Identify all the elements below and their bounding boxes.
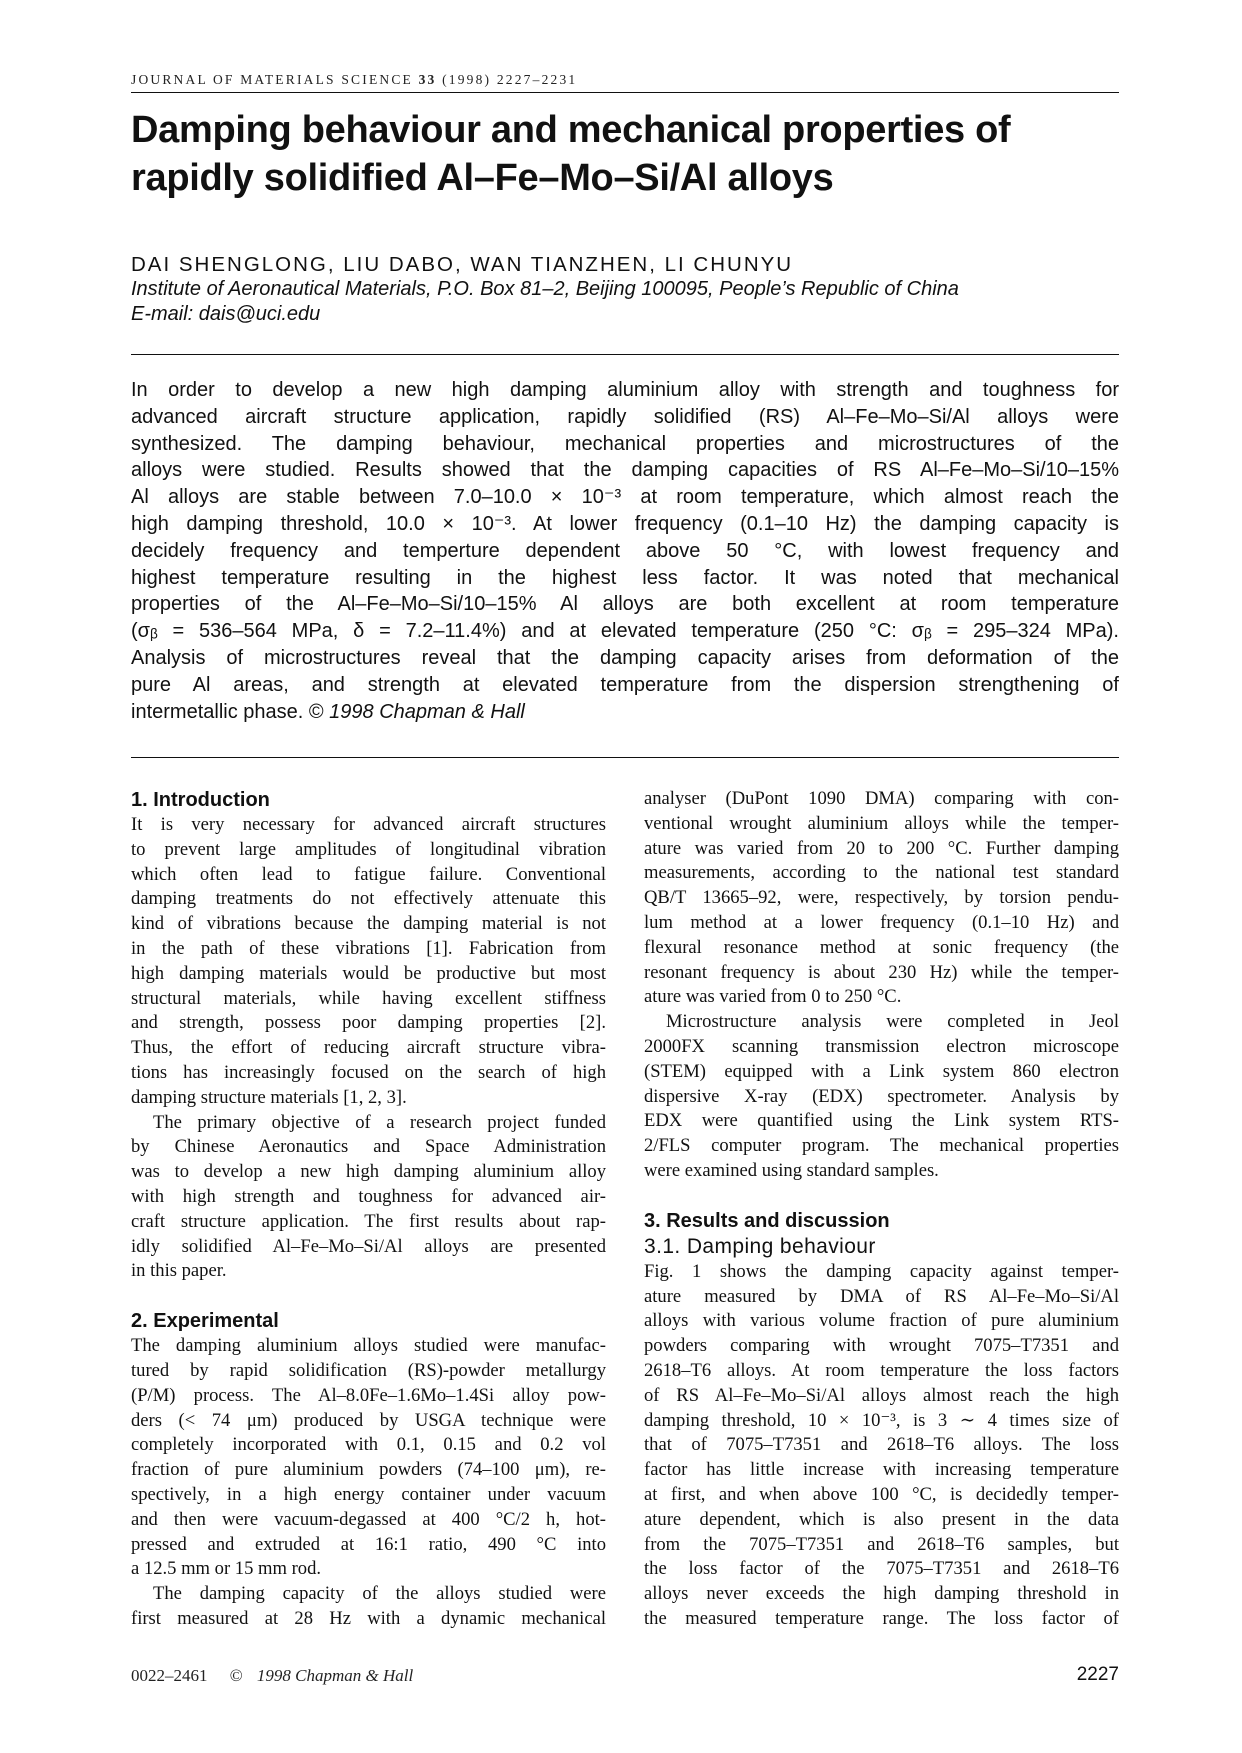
abstract-line: advanced aircraft structure application, rapidly solidified (RS) Al–Fe–Mo–Si/Al alloys were [131, 405, 1119, 428]
section-spacer [131, 1284, 606, 1308]
text-line: ature dependent, which is also present in the data [644, 1508, 1119, 1530]
text-line: ature was varied from 0 to 250 °C. [644, 986, 902, 1008]
author-list: DAI SHENGLONG, LIU DABO, WAN TIANZHEN, LI CHUNYU [131, 253, 794, 276]
text-line: of RS Al–Fe–Mo–Si/Al alloys almost reach the high [644, 1384, 1119, 1406]
text-line: was to develop a new high damping aluminium alloy [131, 1161, 606, 1183]
abstract-line: In order to develop a new high damping aluminium alloy with strength and toughness for [131, 379, 1119, 401]
text-line: dispersive X-ray (EDX) spectrometer. Analysis by [644, 1085, 1119, 1107]
section-spacer [644, 1184, 1119, 1208]
paragraph [644, 787, 1119, 1010]
text-line: completely incorporated with 0.1, 0.15 and 0.2 vol [131, 1434, 606, 1456]
text-line: QB/T 13665–92, were, respectively, by torsion pendu- [644, 887, 1119, 909]
text-line: the loss factor of the 7075–T7351 and 2618–T6 [644, 1558, 1119, 1580]
copyright-symbol: © [229, 1666, 243, 1685]
paragraph [644, 1010, 1119, 1184]
text-line: high damping materials would be productive but most [131, 962, 606, 984]
author-email: E-mail: dais@uci.edu [131, 303, 321, 325]
text-line: measurements, according to the national test standard [644, 862, 1119, 884]
text-line: idly solidified Al–Fe–Mo–Si/Al alloys are presented [131, 1235, 606, 1257]
text-line: EDX were quantified using the Link system RTS- [644, 1110, 1119, 1132]
section-heading-introduction: 1. Introduction [131, 789, 270, 811]
subsection-heading-damping: 3.1. Damping behaviour [644, 1234, 876, 1258]
abstract-top-rule [131, 354, 1119, 355]
abstract-line: synthesized. The damping behaviour, mechanical properties and microstructures of the [131, 432, 1119, 455]
abstract-line: decidely frequency and temperture dependent above 50 °C, with lowest frequency and [131, 539, 1119, 562]
paragraph [644, 1260, 1119, 1632]
abstract-line: high damping threshold, 10.0 × 10⁻³. At lower frequency (0.1–10 Hz) the damping capacity is [131, 512, 1119, 535]
text-line: (P/M) process. The Al–8.0Fe–1.6Mo–1.4Si alloy pow- [131, 1384, 606, 1406]
text-line: The damping aluminium alloys studied were manufac- [131, 1335, 606, 1357]
text-line: a 12.5 mm or 15 mm rod. [131, 1558, 322, 1580]
issn: 0022–2461 [131, 1666, 208, 1685]
text-line: Thus, the effort of reducing aircraft structure vibra- [131, 1037, 606, 1059]
text-line: ature was varied from 20 to 200 °C. Further damping [644, 837, 1119, 859]
text-line: at first, and when above 100 °C, is decidedly temper- [644, 1483, 1119, 1505]
text-line: first measured at 28 Hz with a dynamic mechanical [131, 1607, 606, 1629]
right-column [644, 787, 1119, 1632]
abstract-line: Analysis of microstructures reveal that the damping capacity arises from deformation of the [131, 646, 1119, 669]
text-line: in this paper. [131, 1260, 227, 1282]
text-line: 2/FLS computer program. The mechanical properties [644, 1135, 1119, 1157]
text-line: 2000FX scanning transmission electron microscope [644, 1035, 1119, 1057]
text-line: analyser (DuPont 1090 DMA) comparing with con- [644, 788, 1119, 809]
left-column [131, 787, 606, 1632]
text-line: ventional wrought aluminium alloys while the temper- [644, 812, 1119, 834]
abstract-bottom-rule [131, 757, 1119, 758]
journal-year-pages: (1998) 2227–2231 [442, 72, 578, 87]
text-line: Microstructure analysis were completed in Jeol [666, 1011, 1119, 1033]
text-line: The damping capacity of the alloys studied were [153, 1583, 606, 1605]
text-line: with high strength and toughness for advanced air- [131, 1185, 606, 1207]
text-line: ature measured by DMA of RS Al–Fe–Mo–Si/Al [644, 1285, 1119, 1307]
text-line: alloys never exceeds the high damping threshold in [644, 1583, 1119, 1605]
text-line: The primary objective of a research project funded [153, 1111, 606, 1133]
paper-title [131, 106, 1119, 202]
paragraph [131, 1334, 606, 1582]
abstract-line: highest temperature resulting in the highest less factor. It was noted that mechanical [131, 566, 1119, 589]
text-line: damping structure materials [1, 2, 3]. [131, 1086, 407, 1108]
text-line: alloys with various volume fraction of pure aluminium [644, 1310, 1119, 1332]
text-line: and strength, possess poor damping properties [2]. [131, 1012, 606, 1034]
text-line: powders comparing with wrought 7075–T7351 and [644, 1335, 1119, 1357]
abstract-line: (σᵦ = 536–564 MPa, δ = 7.2–11.4%) and at elevated temperature (250 °C: σᵦ = 295–324 MPa). [131, 620, 1119, 643]
text-line: damping threshold, 10 × 10⁻³, is 3 ∼ 4 times size of [644, 1409, 1119, 1431]
text-line: and then were vacuum-degassed at 400 °C/2 h, hot- [131, 1508, 606, 1530]
header-rule [131, 92, 1119, 93]
text-line: 2618–T6 alloys. At room temperature the loss factors [644, 1359, 1119, 1381]
text-line: were examined using standard samples. [644, 1159, 939, 1181]
text-line: by Chinese Aeronautics and Space Administration [131, 1136, 606, 1158]
text-line: (STEM) equipped with a Link system 860 electron [644, 1060, 1119, 1082]
title-line: rapidly solidified Al–Fe–Mo–Si/Al alloys [131, 157, 834, 199]
text-line: in the path of these vibrations [1]. Fabrication from [131, 937, 606, 959]
text-line: resonant frequency is about 230 Hz) while the temper- [644, 961, 1119, 983]
text-line: spectively, in a high energy container under vacuum [131, 1483, 606, 1505]
text-line: to prevent large amplitudes of longitudinal vibration [131, 838, 606, 860]
text-line: factor has little increase with increasing temperature [644, 1459, 1119, 1481]
text-line: structural materials, while having excellent stiffness [131, 987, 606, 1009]
title-line: Damping behaviour and mechanical properties of [131, 109, 1011, 151]
footer-publisher: 1998 Chapman & Hall [256, 1666, 414, 1685]
paragraph [131, 1582, 606, 1632]
abstract [131, 377, 1119, 725]
abstract-line: alloys were studied. Results showed that the damping capacities of RS Al–Fe–Mo–Si/10–15% [131, 459, 1119, 482]
text-line: from the 7075–T7351 and 2618–T6 samples, but [644, 1533, 1119, 1555]
paragraph [131, 1111, 606, 1285]
page-number: 2227 [1076, 1664, 1119, 1685]
abstract-line: properties of the Al–Fe–Mo–Si/10–15% Al alloys are both excellent at room temperature [131, 593, 1119, 616]
journal-name: JOURNAL OF MATERIALS SCIENCE [131, 72, 413, 87]
section-heading-experimental: 2. Experimental [131, 1310, 279, 1333]
abstract-line: pure Al areas, and strength at elevated temperature from the dispersion strengthening of [131, 673, 1119, 696]
journal-volume: 33 [418, 72, 437, 87]
running-head [131, 72, 1119, 88]
abstract-copyright: 1998 Chapman & Hall [329, 700, 525, 723]
footer-left [131, 1666, 413, 1686]
text-line: flexural resonance method at sonic frequency (the [644, 936, 1119, 958]
text-line: kind of vibrations because the damping material is not [131, 913, 606, 935]
text-line: lum method at a lower frequency (0.1–10 Hz) and [644, 911, 1119, 933]
affiliation: Institute of Aeronautical Materials, P.O. Box 81–2, Beijing 100095, People’s Republic of China [131, 278, 959, 300]
text-line: tions has increasingly focused on the search of high [131, 1061, 606, 1083]
abstract-line: Al alloys are stable between 7.0–10.0 × 10⁻³ at room temperature, which almost reach the [131, 486, 1119, 509]
text-line: Fig. 1 shows the damping capacity against temper- [644, 1260, 1119, 1282]
text-line: which often lead to fatigue failure. Conventional [131, 863, 606, 885]
text-line: It is very necessary for advanced aircraft structures [131, 814, 606, 835]
text-line: damping treatments do not effectively attenuate this [131, 888, 606, 910]
abstract-last-line [131, 699, 1119, 726]
text-line: fraction of pure aluminium powders (74–100 μm), re- [131, 1459, 606, 1481]
text-line: the measured temperature range. The loss factor of [644, 1607, 1119, 1629]
text-line: pressed and extruded at 16:1 ratio, 490 °C into [131, 1533, 606, 1555]
text-line: ders (< 74 μm) produced by USGA technique were [131, 1409, 606, 1431]
text-line: that of 7075–T7351 and 2618–T6 alloys. The loss [644, 1434, 1119, 1456]
text-line: tured by rapid solidification (RS)-powder metallurgy [131, 1359, 606, 1381]
section-heading-results: 3. Results and discussion [644, 1209, 890, 1232]
paragraph [131, 813, 606, 1111]
text-line: craft structure application. The first results about rap- [131, 1210, 606, 1232]
abstract-line-text: intermetallic phase. © [131, 700, 330, 723]
